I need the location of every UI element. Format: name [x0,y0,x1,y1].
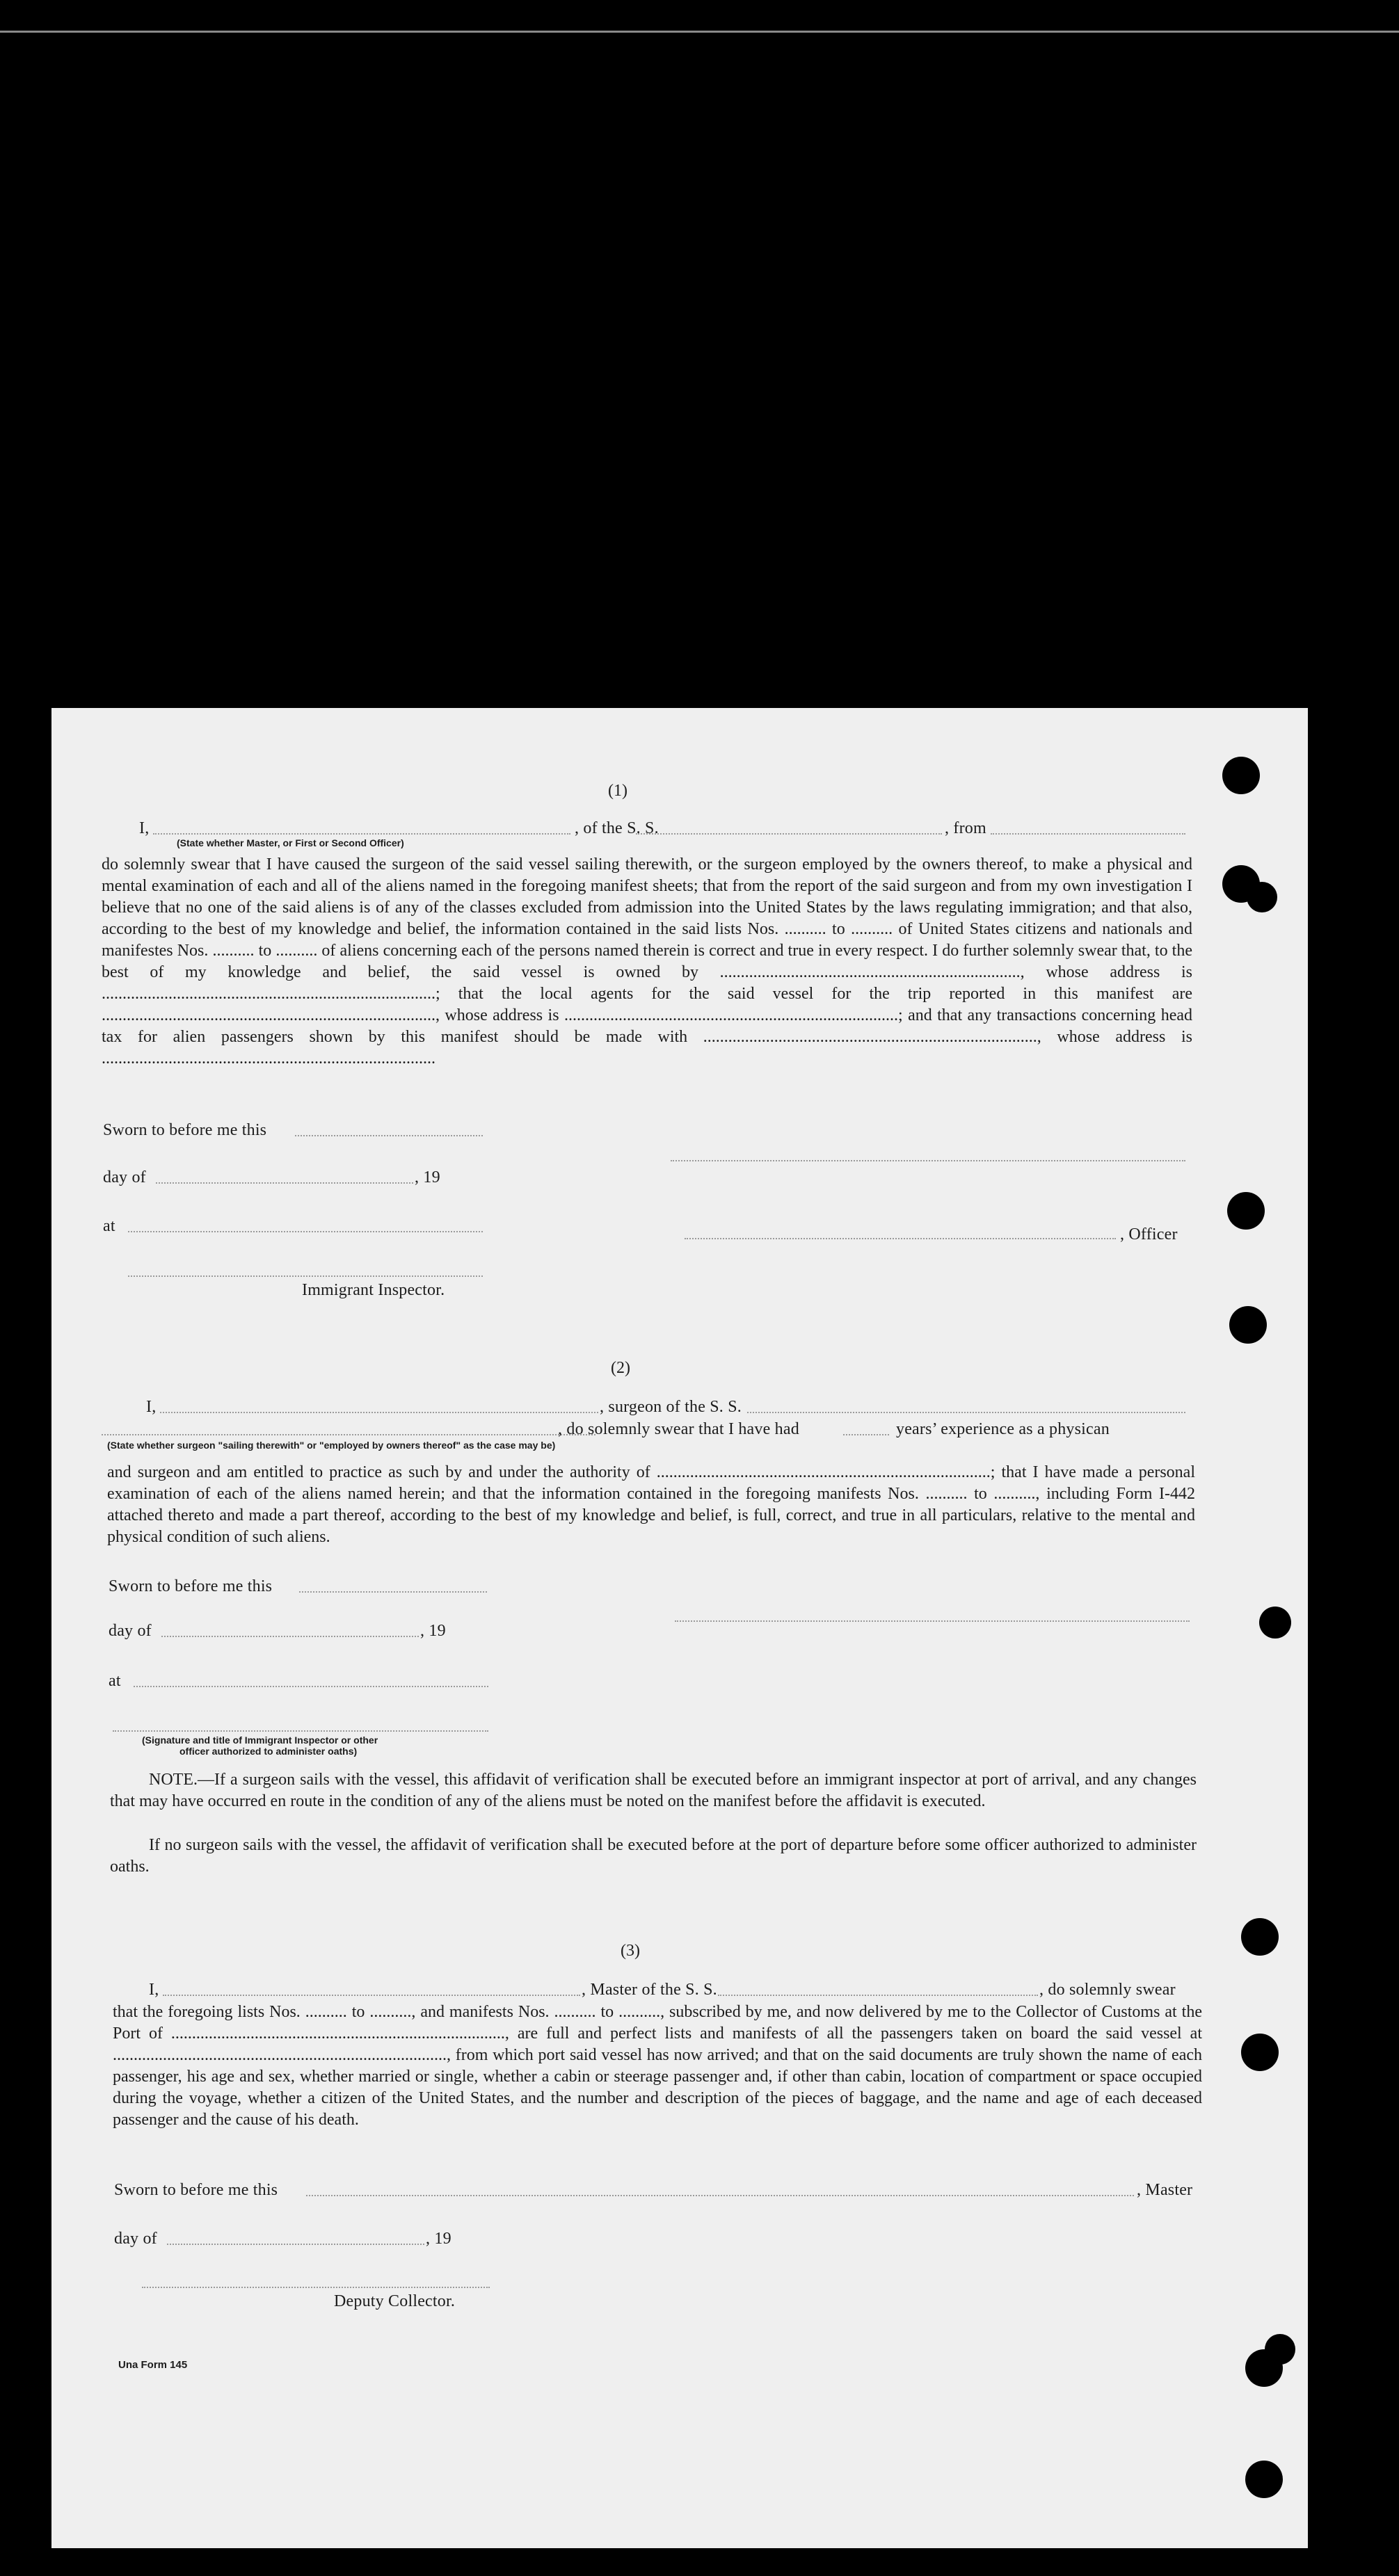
section-2-sworn-blank[interactable] [299,1591,487,1593]
years-blank[interactable] [843,1434,889,1435]
form-number: Una Form 145 [118,2359,188,2371]
punch-hole [1241,1918,1279,1956]
master-label: , Master [1137,2181,1193,2199]
section-3-day-blank[interactable] [167,2244,424,2245]
punch-hole [1259,1607,1291,1639]
immigrant-inspector-label: Immigrant Inspector. [302,1281,445,1299]
inspector-or-officer-signature-line[interactable] [113,1730,488,1732]
section-3-oath-text: that the foregoing lists Nos. .......... to .........., and manifests Nos. .......... to .........., subscribed by me, and now delivered by me to the Collector of Customs at the Port of ................................................................................, are full and perfect lists and manifests of all the passengers taken on board the said vessel at ................................................................................, from which port said vessel has now arrived; and that on the said documents are truly shown the name of each passenger, his age and sex, whether married or single, whether a cabin or steerage passenger and, if other than cabin, location of compartment or space occupied during the voyage, whether a citizen of the United States, and the number and description of the pieces of baggage, and the name and age of each deceased passenger and the cause of his death. [113,2003,1202,2129]
section-3-i-label: I, [149,1981,159,1999]
top-rule [0,31,1399,33]
punch-hole [1222,757,1260,794]
section-3-sworn-label: Sworn to before me this [114,2181,278,2199]
section-1-year: , 19 [415,1168,440,1186]
manifest-affidavit-page [51,708,1308,2548]
section-2-solemnly: , do solemnly swear that I have had [558,1420,799,1438]
master-name-blank[interactable] [163,1995,580,1996]
section-1-sworn-blank[interactable] [295,1135,483,1136]
note-no-surgeon: If no surgeon sails with the vessel, the affidavit of verification shall be executed before at the port of departure before some officer authorized to administer oaths. [110,1836,1197,1876]
years-experience-label: years’ experience as a physican [896,1420,1110,1438]
section-3-vessel-blank[interactable] [718,1995,1038,1996]
section-1-sworn-label: Sworn to before me this [103,1121,267,1139]
section-2-vessel-blank[interactable] [747,1412,1185,1413]
section-2-number: (2) [611,1359,630,1377]
vessel-name-blank[interactable] [636,833,942,835]
section-3-sworn-blank[interactable] [306,2195,1134,2196]
section-2-oath-text: and surgeon and am entitled to practice as such by and under the authority of ................................................................................; that I have made a personal examination of each of the aliens named herein; and that the information contained in the foregoing manifests Nos. .......... to .........., including Form I-442 attached thereto and made a part thereof, according to the best of my knowledge and belief, is full, correct, and true in all particulars, relative to the mental and physical condition of such aliens. [107,1463,1195,1546]
note-surgeon-sails: NOTE.—If a surgeon sails with the vessel, this affidavit of verification shall be executed before an immigrant inspector at port of arrival, and any changes that may have occurred en route in the condition of any of the aliens must be noted on the manifest before the affidavit is executed. [110,1771,1197,1810]
surgeon-type-blank[interactable] [102,1434,595,1435]
surgeon-of-label: , surgeon of the S. S. [600,1398,742,1416]
inspector-signature-line[interactable] [128,1275,483,1277]
section-2-i-label: I, [146,1398,157,1416]
from-label: , from [945,819,986,837]
section-2-at-label: at [109,1672,121,1690]
surgeon-note: (State whether surgeon "sailing therewith" or "employed by owners thereof" as the case may be) [107,1440,556,1451]
section-3-number: (3) [621,1942,640,1960]
of-ss-label: , of the S. S. [575,819,659,837]
section-1-day-blank[interactable] [156,1182,413,1184]
section-2-day-blank[interactable] [161,1636,419,1637]
section-1-at-blank[interactable] [128,1231,483,1232]
surgeon-name-blank[interactable] [160,1412,598,1413]
officer-signature-blank[interactable] [685,1238,1116,1239]
master-of-label: , Master of the S. S. [582,1981,717,1999]
section-1-signature-line[interactable] [671,1160,1185,1161]
section-2-signature-line[interactable] [675,1620,1190,1622]
signature-note-1: (Signature and title of Immigrant Inspector or other [142,1734,378,1746]
punch-hole [1241,2034,1279,2071]
section-2-day-label: day of [109,1622,152,1640]
officer-note: (State whether Master, or First or Second Officer) [177,837,404,848]
signature-note-2: officer authorized to administer oaths) [179,1746,358,1757]
section-3-solemnly: , do solemnly swear [1039,1981,1176,1999]
section-3-year: , 19 [426,2230,451,2248]
punch-hole [1229,1306,1267,1344]
section-1-number: (1) [608,782,627,800]
section-2-year: , 19 [420,1622,446,1640]
section-1-day-label: day of [103,1168,146,1186]
section-2-at-blank[interactable] [134,1686,488,1687]
section-1-at-label: at [103,1217,115,1235]
officer-label: , Officer [1120,1225,1178,1243]
section-1-oath-text: do solemnly swear that I have caused the surgeon of the said vessel sailing therewith, or the surgeon employed by the owners thereof, to make a physical and mental examination of each and all of the aliens named in the foregoing manifest sheets; that from the report of the said surgeon and from my own investigation I believe that no one of the said aliens is of any of the classes excluded from admission into the United States by the laws regulating immigration; and that also, according to the best of my knowledge and belief, the information contained in the said lists Nos. .......... to .......... of United States citizens and nationals and manifestes Nos. .......... to .......... of aliens concerning each of the persons named therein is correct and true in every respect. I do further solemnly swear that, to the best of my knowledge and belief, the said vessel is owned by ........................................................................, whose address is ................................................................................; that the local agents for the said vessel for the trip reported in this manifest are ................................................................................, whose address is ................................................................................; and that any transactions concerning head tax for alien passengers shown by this manifest should be made with ................................................................................, whose address is ................................................................................ [102,855,1192,1068]
section-2-sworn-label: Sworn to before me this [109,1577,273,1595]
deputy-collector-signature-line[interactable] [142,2287,490,2288]
punch-hole [1227,1192,1265,1230]
deputy-collector-label: Deputy Collector. [334,2292,456,2310]
from-port-blank[interactable] [991,833,1185,835]
section-3-day-label: day of [114,2230,157,2248]
officer-name-blank[interactable] [153,833,570,835]
punch-hole [1245,2461,1283,2498]
punch-hole [1265,2334,1295,2365]
punch-hole [1247,882,1277,912]
section-1-i-label: I, [139,819,150,837]
